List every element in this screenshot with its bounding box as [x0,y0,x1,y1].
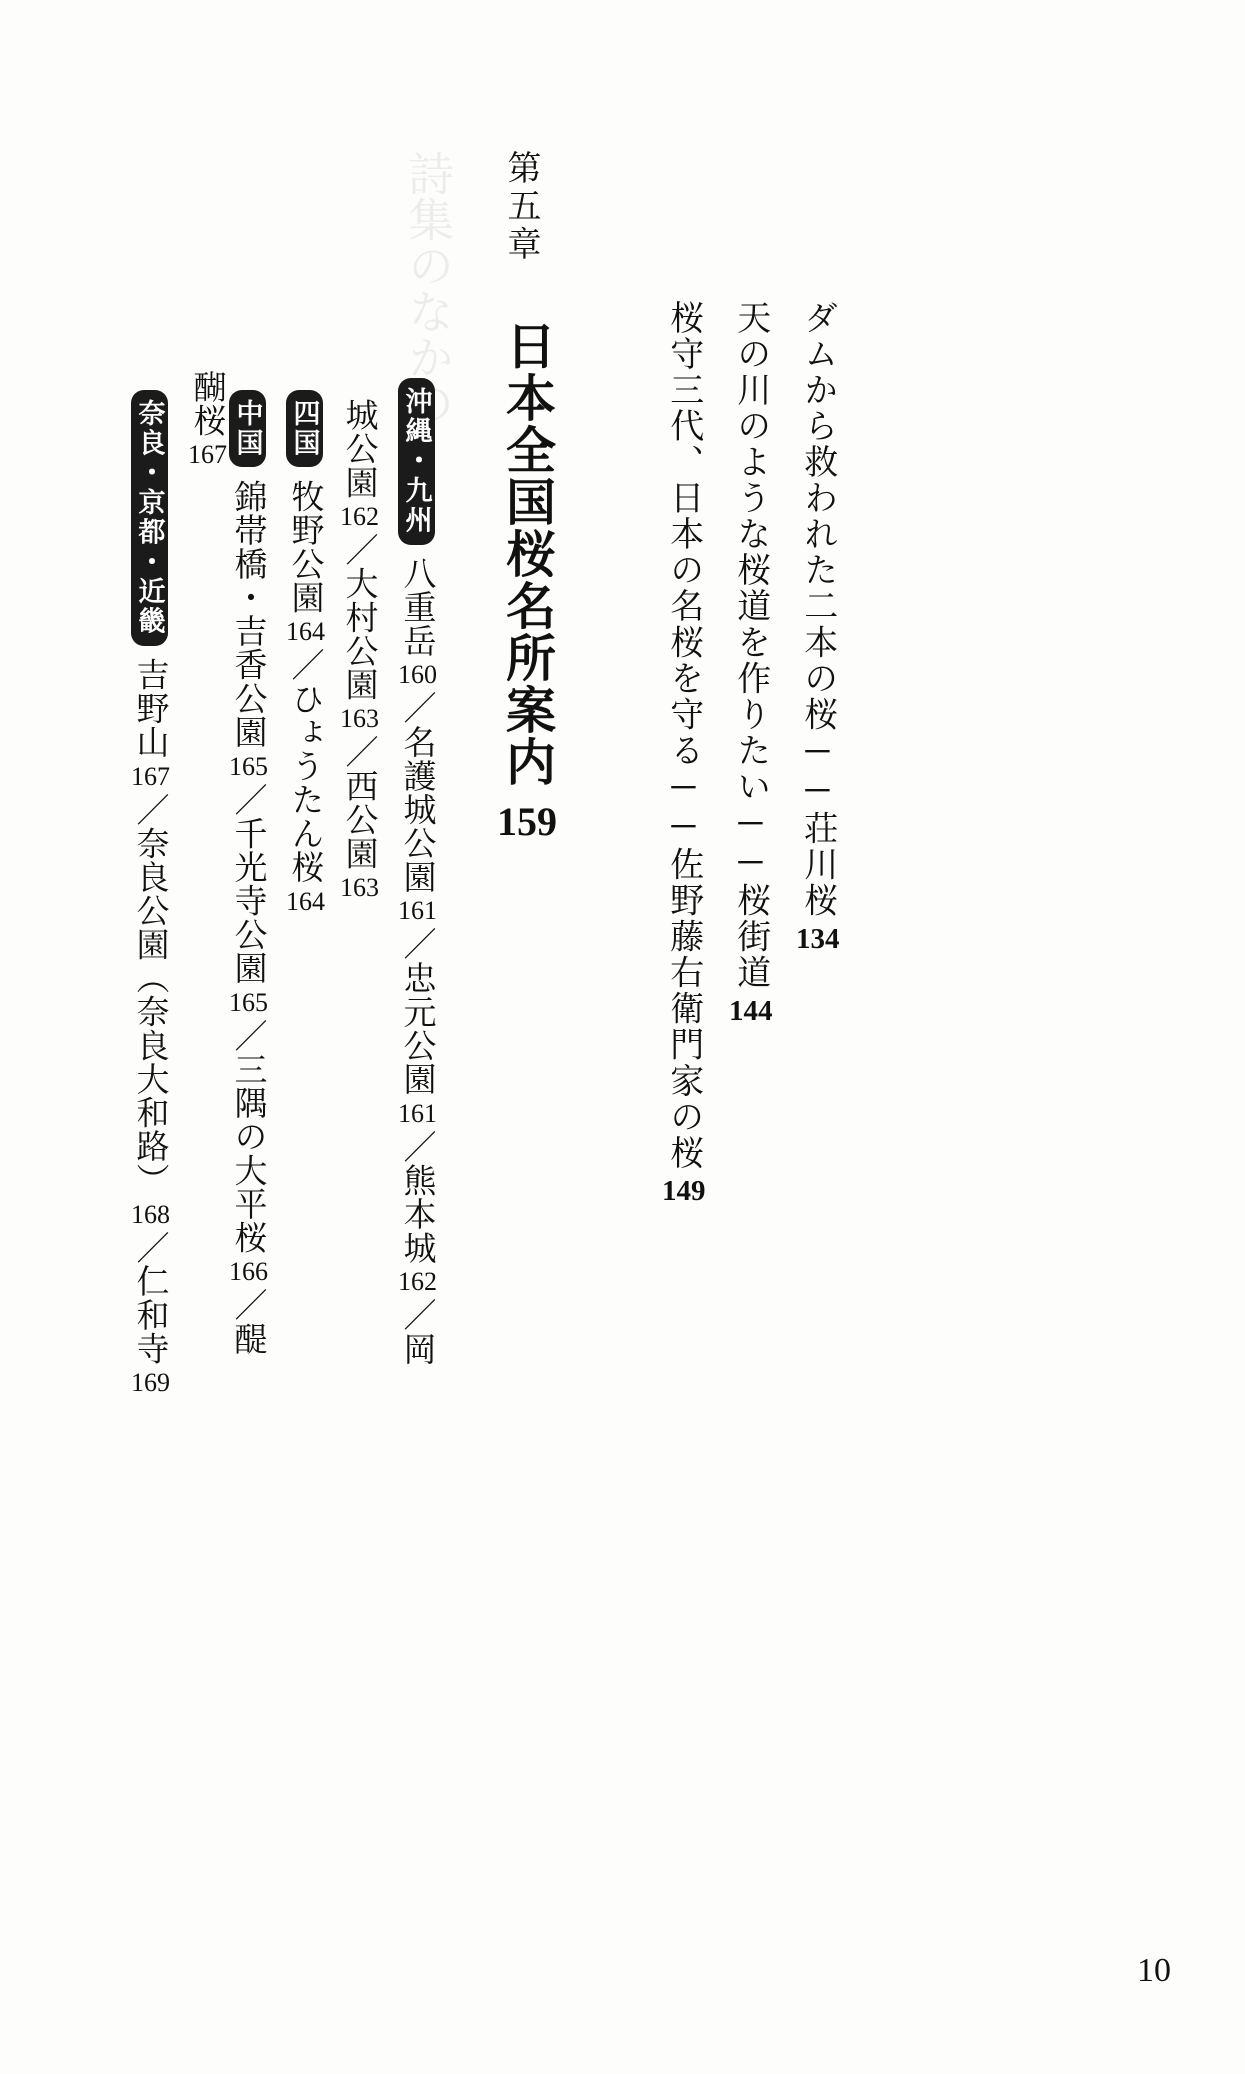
entry-page: 161 [398,1098,437,1128]
entry-name: ひょうたん桜 [286,681,323,884]
region-tag: 四国 [286,390,323,467]
entry-name: 醍 [229,1321,266,1356]
entry-name: 三隅の大平桜 [229,1052,266,1255]
entry-separator: ／ [229,782,266,817]
region-tag: 沖縄・九州 [398,378,435,545]
toc-item-page: 144 [729,994,773,1027]
entry-name: 醐桜 [188,370,225,438]
chapter-title-text: 日本全国桜名所案内 [499,320,555,788]
entry-name: 仁和寺 [131,1264,168,1366]
entry-name: 岡 [398,1332,435,1366]
entry-separator: ／ [131,792,168,827]
entry-page: 165 [229,751,268,781]
region-tag: 奈良・京都・近畿 [131,390,168,646]
entry-separator: ／ [398,1129,435,1164]
entry-name: 忠元公園 [398,961,435,1096]
chapter-label: 第五章 [502,150,539,265]
entry-page: 162 [398,1267,437,1297]
toc-continuation-item-3[interactable] [661,300,705,1400]
page-folio: 10 [1137,1952,1171,1989]
entry-name: 大村公園 [340,566,377,702]
entry-name: 熊本城 [398,1163,435,1265]
entry-page: 163 [340,872,379,902]
region-entry-chugoku[interactable] [228,390,267,1460]
entry-separator: ／ [398,691,435,726]
region-entry-chugoku-cont[interactable] [187,370,226,670]
entry-separator: ／ [131,1230,168,1265]
chapter-title[interactable] [497,320,557,842]
background-ghost-text: 詩集のなかの [402,150,454,426]
entry-page: 165 [229,987,268,1017]
entry-name: 名護城公園 [398,725,435,894]
entry-separator: ／ [340,735,377,769]
entry-page: 164 [286,886,325,916]
region-entry-shikoku[interactable] [285,390,324,1450]
entry-name: 奈良公園（奈良大和路） [131,826,168,1197]
entry-separator: ／ [398,1298,435,1333]
entry-name: 八重岳 [398,556,435,658]
entry-name: 千光寺公園 [229,816,266,985]
entry-name: 吉野山 [131,657,168,759]
region-entry-okinawa-kyushu-cont[interactable] [339,398,378,1458]
entry-page: 169 [131,1368,170,1398]
entry-separator: ／ [398,927,435,962]
toc-item-text: 天の川のような桜道を作りたい──桜街道 [731,300,769,991]
entry-page: 166 [229,1257,268,1287]
toc-item-page: 149 [662,1174,706,1207]
toc-item-text: ダムから救われた二本の桜──荘川桜 [798,300,836,919]
toc-item-text: 桜守三代、日本の名桜を守る──佐野藤右衛門家の桜 [664,300,702,1171]
entry-name: 城公園 [340,398,377,499]
entry-name: 西公園 [340,768,377,870]
chapter-page-number: 159 [497,799,557,844]
entry-name: 錦帯橋・吉香公園 [229,479,266,749]
entry-name: 牧野公園 [286,479,323,615]
entry-separator: ／ [229,1018,266,1053]
entry-page: 161 [398,896,437,926]
entry-page: 164 [286,617,325,647]
entry-page: 162 [340,501,379,531]
toc-continuation-item-2[interactable] [728,300,772,1400]
entry-page: 167 [188,440,227,470]
entry-page: 168 [131,1199,170,1229]
region-tag: 中国 [229,390,266,467]
entry-page: 167 [131,761,170,791]
region-entry-okinawa-kyushu[interactable] [397,378,436,1468]
entry-page: 163 [340,704,379,734]
entry-separator: ／ [286,648,323,682]
entry-separator: ／ [229,1288,266,1322]
toc-continuation-item-1[interactable] [795,300,839,1400]
entry-separator: ／ [340,532,377,567]
entry-page: 160 [398,660,437,690]
region-entry-nara-kyoto-kinki[interactable] [130,390,169,1460]
toc-item-page: 134 [796,922,840,955]
